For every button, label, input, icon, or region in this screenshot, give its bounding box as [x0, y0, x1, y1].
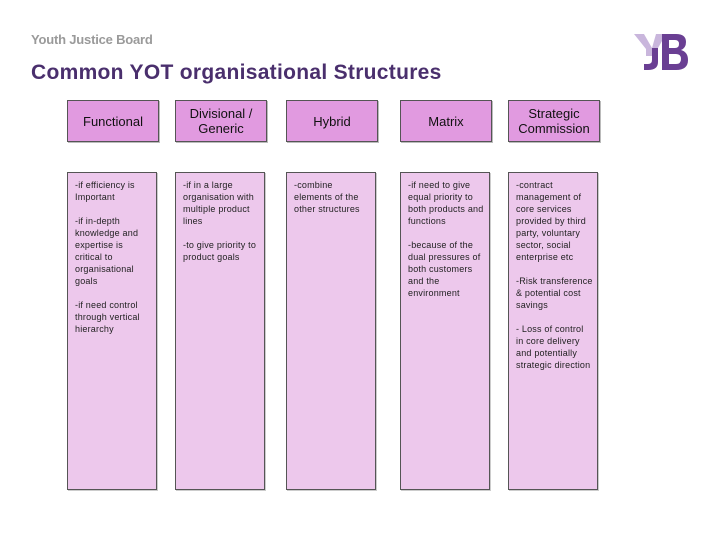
header-divisional: [175, 100, 267, 142]
list-item: -combine elements of the other structures: [294, 180, 360, 214]
header-label: Divisional / Generic: [189, 106, 253, 136]
body-divisional: [175, 172, 265, 490]
list-item: - Loss of control in core delivery and potentially strategic direction: [516, 324, 591, 370]
list-item: -contract management of core services provided by third party, voluntary sector, social enterprise etc: [516, 180, 586, 262]
list-item: -if need control through vertical hierarchy: [75, 300, 140, 334]
header-matrix: [400, 100, 492, 142]
header-label: Hybrid: [313, 113, 351, 129]
list-item: -to give priority to product goals: [183, 240, 257, 262]
list-item: -if in-depth knowledge and expertise is critical to organisational goals: [75, 216, 139, 286]
list-item: -if need to give equal priority to both products and functions: [408, 180, 484, 226]
header-label: Strategic Commission: [518, 106, 590, 136]
brand-name: Youth Justice Board: [31, 32, 153, 47]
list-item: -if in a large organisation with multiple product lines: [183, 180, 254, 226]
body-matrix: [400, 172, 490, 490]
body-strategic-commission: [508, 172, 598, 490]
list-item: -because of the dual pressures of both customers and the environment: [408, 240, 481, 298]
list-item: -if efficiency is Important: [75, 180, 135, 202]
header-functional: [67, 100, 159, 142]
body-hybrid: [286, 172, 376, 490]
header-strategic-commission: [508, 100, 600, 142]
header-hybrid: [286, 100, 378, 142]
body-functional: [67, 172, 157, 490]
yjb-logo: [632, 30, 690, 72]
list-item: -Risk transference & potential cost savings: [516, 276, 593, 310]
header-label: Functional: [83, 113, 143, 129]
page-title: Common YOT organisational Structures: [31, 61, 442, 84]
header-label: Matrix: [428, 113, 464, 129]
